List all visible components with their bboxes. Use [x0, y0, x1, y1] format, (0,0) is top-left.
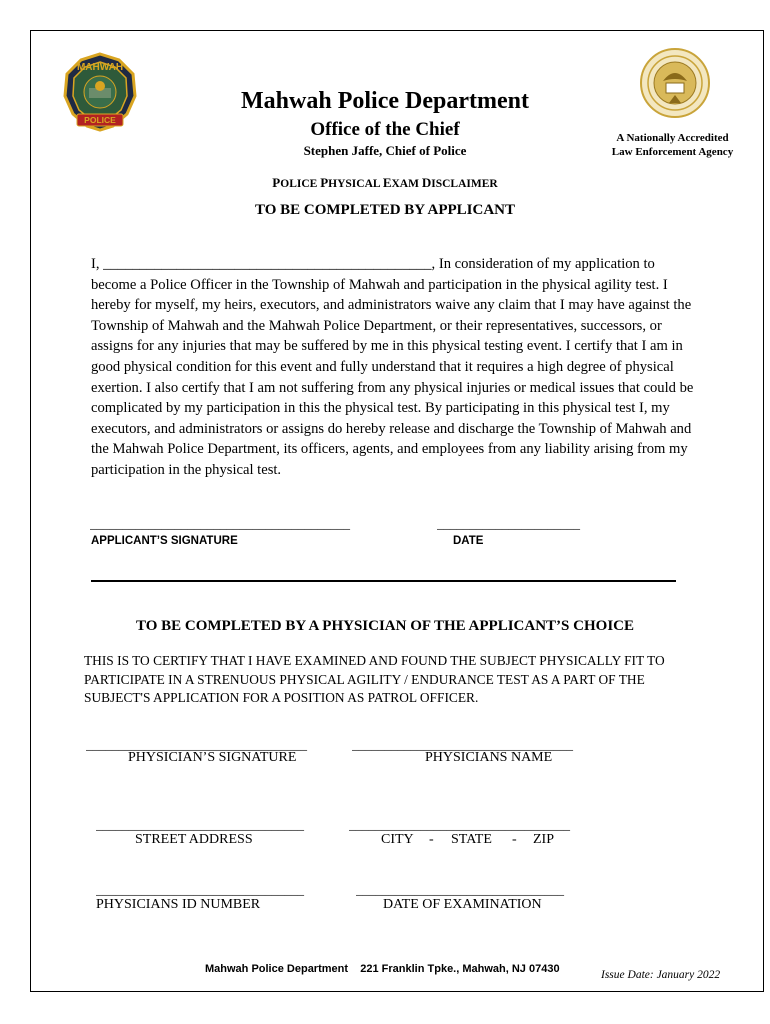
- accreditation-line-1: A Nationally Accredited: [616, 132, 729, 144]
- department-title: Mahwah Police Department: [241, 88, 529, 114]
- physicians-id-label: PHYSICIANS ID NUMBER: [96, 897, 261, 912]
- physician-certify-text: THIS IS TO CERTIFY THAT I HAVE EXAMINED AND FOUND THE SUBJECT PHYSICALLY FIT TO PARTICIPATE IN A STRENUOUS PHYSICAL AGILITY / ENDURANCE TEST AS A PART OF THE SUBJECT'S APPLICATION FOR A POSITION AS PATROL OFFICER.: [84, 653, 665, 705]
- state-label: STATE: [451, 832, 492, 847]
- applicant-name-blank[interactable]: _____________________________________________: [103, 256, 432, 272]
- footer-address: Mahwah Police Department 221 Franklin Tpke., Mahwah, NJ 07430: [205, 963, 560, 975]
- physician-section-heading: TO BE COMPLETED BY A PHYSICIAN OF THE APPLICANT’S CHOICE: [135, 618, 634, 634]
- zip-label: ZIP: [533, 832, 554, 847]
- dash-1: -: [429, 832, 434, 847]
- chief-name: Stephen Jaffe, Chief of Police: [303, 143, 467, 158]
- physician-signature-line[interactable]: __________________________________: [86, 737, 307, 752]
- street-address-line[interactable]: ________________________________: [96, 817, 304, 832]
- applicant-section-heading: TO BE COMPLETED BY APPLICANT: [254, 202, 516, 218]
- physician-name-line[interactable]: __________________________________: [352, 737, 573, 752]
- applicant-signature-line[interactable]: ________________________________________: [90, 516, 350, 531]
- badge-top-text: MAHWAH: [76, 62, 124, 73]
- disclaimer-title: POLICE PHYSICAL EXAM DISCLAIMER: [272, 175, 498, 190]
- city-state-zip-line[interactable]: __________________________________: [349, 817, 570, 832]
- office-title: Office of the Chief: [310, 119, 460, 140]
- applicant-signature-label: APPLICANT’S SIGNATURE: [91, 535, 238, 547]
- waiver-paragraph: I, _____________________________________________, In consideration of my application to become a Police Officer in the Township of Mahwah and participation in the physical agility test. I hereby for myself, my heirs, executors, and administrators waive any claim that I may have against the Township of Mahwah and the Mahwah Police Department, or their representatives, successors, or assigns for any injuries that may be suffered by me in this physical testing event. I certify that I am in good physical condition for this event and fully understand that it requires a high degree of physical exertion. I also certify that I am not suffering from any physical injuries or medical issues that could be complicated by my participation in this the physical test. By participating in this physical test I, my executors, and administrators or assigns do hereby release and discharge the Township of Mahwah and the Mahwah Police Department, its officers, agents, and employees from any liability arising from my participation in the physical test.: [91, 256, 694, 478]
- date-of-examination-label: DATE OF EXAMINATION: [383, 897, 542, 912]
- exam-date-line[interactable]: ________________________________: [356, 882, 564, 897]
- applicant-date-line[interactable]: ______________________: [437, 516, 580, 531]
- issue-date: Issue Date: January 2022: [601, 969, 721, 981]
- dash-2: -: [512, 832, 517, 847]
- accreditation-line-2: Law Enforcement Agency: [611, 146, 734, 158]
- badge-bottom-text: POLICE: [84, 115, 116, 125]
- street-address-label: STREET ADDRESS: [135, 832, 253, 847]
- physicians-name-label: PHYSICIANS NAME: [425, 750, 553, 765]
- physician-signature-label: PHYSICIAN’S SIGNATURE: [128, 750, 297, 765]
- physicians-id-line[interactable]: ________________________________: [96, 882, 304, 897]
- applicant-date-label: DATE: [453, 535, 484, 547]
- city-label: CITY: [381, 832, 414, 847]
- section-divider: [91, 580, 676, 582]
